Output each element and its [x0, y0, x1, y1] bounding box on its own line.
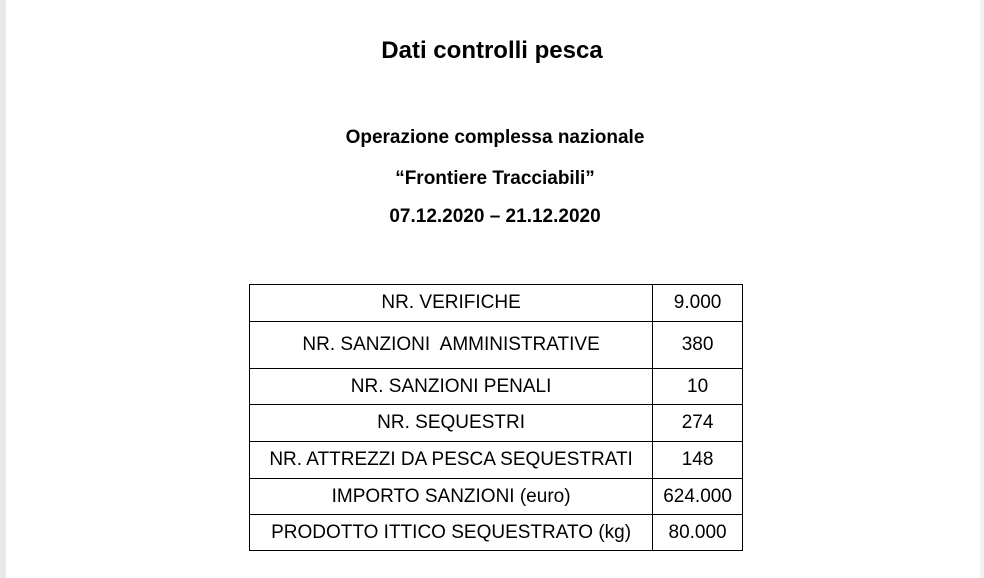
row-label: IMPORTO SANZIONI (euro) — [250, 479, 653, 515]
document-subtitle: Operazione complessa nazionale — [345, 127, 645, 148]
row-label: NR. VERIFICHE — [250, 285, 653, 322]
row-value: 274 — [653, 405, 743, 442]
table-row — [250, 442, 743, 479]
row-label: NR. SANZIONI AMMINISTRATIVE — [250, 322, 653, 369]
operation-name: “Frontiere Tracciabili” — [395, 168, 595, 189]
row-value: 148 — [653, 442, 743, 479]
table-row — [250, 285, 743, 322]
row-label: NR. SANZIONI PENALI — [250, 369, 653, 405]
operation-period: 07.12.2020 – 21.12.2020 — [389, 206, 601, 227]
row-value: 624.000 — [653, 479, 743, 515]
row-value: 9.000 — [653, 285, 743, 322]
table-row — [250, 515, 743, 551]
page-right-border — [980, 0, 984, 578]
row-value: 10 — [653, 369, 743, 405]
row-label: NR. ATTREZZI DA PESCA SEQUESTRATI — [250, 442, 653, 479]
table-row — [250, 369, 743, 405]
row-label: NR. SEQUESTRI — [250, 405, 653, 442]
controls-table — [249, 284, 743, 551]
table-row — [250, 479, 743, 515]
table-row — [250, 322, 743, 369]
row-label: PRODOTTO ITTICO SEQUESTRATO (kg) — [250, 515, 653, 551]
row-value: 80.000 — [653, 515, 743, 551]
row-value: 380 — [653, 322, 743, 369]
table-row — [250, 405, 743, 442]
page-left-border — [0, 0, 6, 578]
document-title: Dati controlli pesca — [381, 37, 603, 64]
